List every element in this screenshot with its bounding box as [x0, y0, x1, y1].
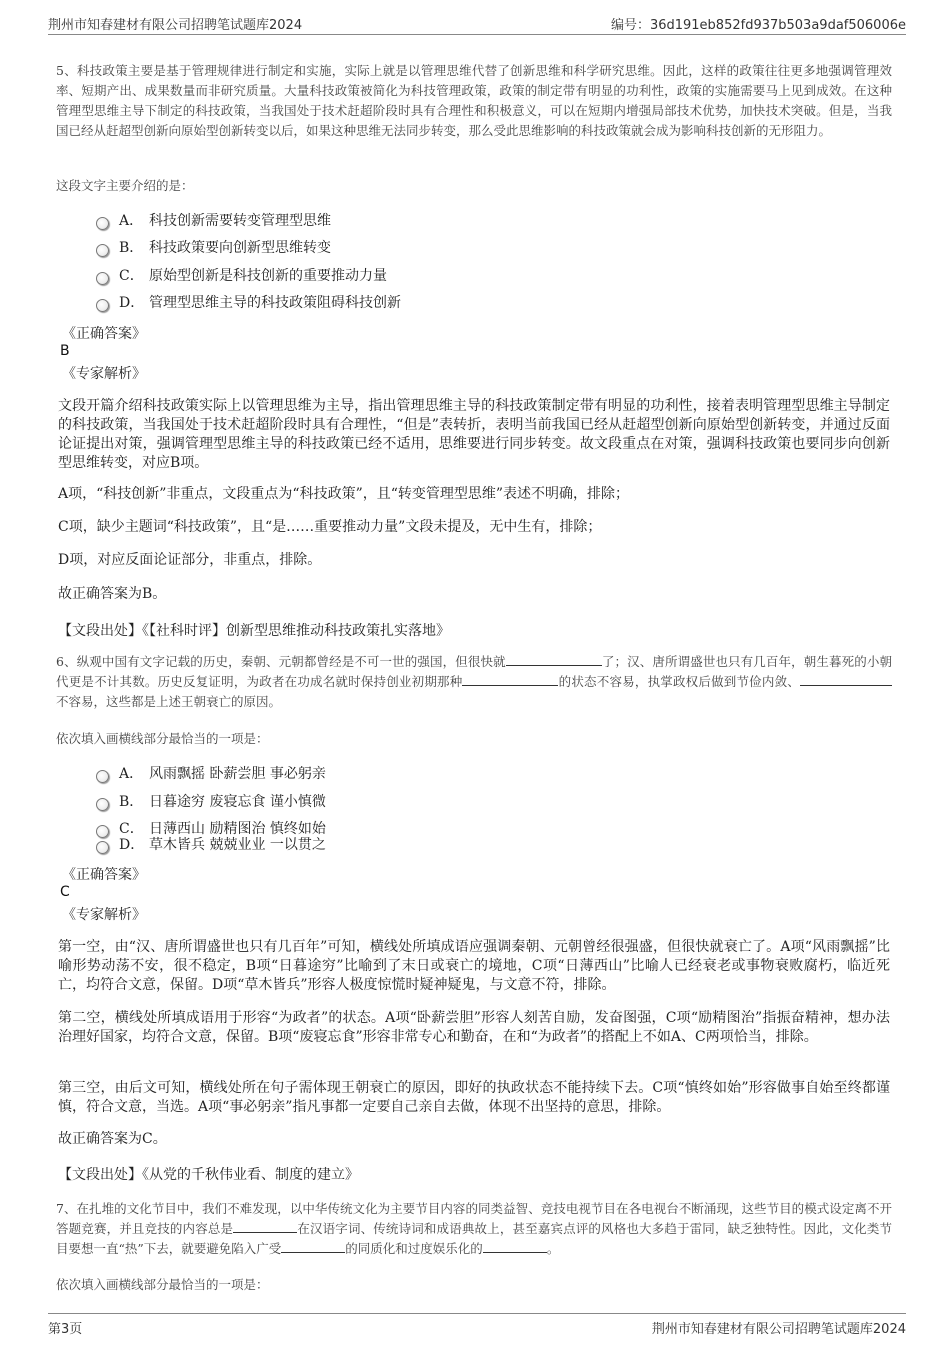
option-text: 风雨飘摇 卧薪尝胆 事必躬亲 — [149, 766, 326, 782]
radio-icon[interactable] — [96, 217, 109, 230]
option-text: 科技创新需要转变管理型思维 — [149, 213, 331, 229]
question-5-answer: B — [60, 343, 70, 359]
question-6-option-b[interactable] — [96, 791, 326, 811]
question-6-source: 【文段出处】《从党的千秋伟业看、制度的建立》 — [58, 1167, 359, 1183]
question-6-answer: C — [60, 884, 70, 900]
stem-text: 的同质化和过度娱乐化的 — [345, 1241, 483, 1256]
page-header — [48, 12, 906, 35]
radio-icon[interactable] — [96, 244, 109, 257]
option-letter: B． — [119, 240, 144, 256]
page-number: 第3页 — [48, 1322, 83, 1337]
question-5-analysis-4: D项，对应反面论证部分，非重点，排除。 — [58, 552, 322, 568]
radio-icon[interactable] — [96, 841, 109, 854]
radio-icon[interactable] — [96, 798, 109, 811]
fill-blank — [233, 1220, 297, 1233]
answer-label: 《正确答案》 — [62, 867, 146, 883]
stem-text: 6、纵观中国有文字记载的历史，秦朝、元朝都曾经是不可一世的强国，但很快就 — [56, 654, 506, 669]
footer-title: 荆州市知春建材有限公司招聘笔试题库2024 — [651, 1322, 906, 1337]
question-5-option-c[interactable] — [96, 265, 387, 285]
question-5-source: 【文段出处】《【社科时评】创新型思维推动科技政策扎实落地》 — [58, 623, 450, 639]
question-5-option-d[interactable] — [96, 292, 401, 312]
option-letter: C． — [119, 821, 144, 837]
radio-icon[interactable] — [96, 272, 109, 285]
question-5-option-a[interactable] — [96, 210, 331, 230]
header-title: 荆州市知春建材有限公司招聘笔试题库2024 — [48, 18, 303, 33]
option-letter: C． — [119, 268, 144, 284]
analysis-label: 《专家解析》 — [62, 366, 146, 382]
option-text: 草木皆兵 兢兢业业 一以贯之 — [149, 837, 326, 853]
question-6-prompt: 依次填入画横线部分最恰当的一项是： — [56, 731, 269, 746]
radio-icon[interactable] — [96, 770, 109, 783]
stem-text: 7、在扎堆的文化节目中，我们不难发现，以中华传统文化为主要节目内容的同类益智、竞技电视节目在各电视台不断涌现，这些节目的模式设定离不开答题竞赛，并且竞技的内容总是 — [56, 1201, 892, 1236]
question-5-option-b[interactable] — [96, 237, 331, 257]
question-6-stem — [56, 652, 892, 712]
question-6-analysis-3: 第三空，由后文可知，横线处所在句子需体现王朝衰亡的原因，即好的执政状态不能持续下去。C项“慎终如始”形容做事自始至终都谨慎，符合文意，当选。A项“事必躬亲”指凡事都一定要自己亲自去做，体现不出坚持的意思，排除。 — [58, 1080, 890, 1115]
option-letter: D． — [119, 295, 145, 311]
fill-blank — [483, 1240, 547, 1253]
stem-text: 了；汉、唐所谓盛世也只有几百年，朝生暮死的小朝代更是不计其数。历史反复证明，为政者在功成名就时保持创业初期那种 — [56, 654, 892, 689]
option-letter: D． — [119, 837, 145, 853]
document-id: 编号：36d191eb852fd937b503a9daf506006e — [610, 18, 906, 33]
question-6-option-a[interactable] — [96, 763, 326, 783]
question-6-analysis-4: 故正确答案为C。 — [58, 1131, 167, 1147]
question-6-analysis-1: 第一空，由“汉、唐所谓盛世也只有几百年”可知，横线处所填成语应强调秦朝、元朝曾经很强盛，但很快就衰亡了。A项“风雨飘摇”比喻形势动荡不安，很不稳定，B项“日暮途穷”比喻到了末日或衰亡的境地，C项“日薄西山”比喻人已经衰老或事物衰败腐朽，临近死亡，均符合文意，保留。D项“草木皆兵”形容人极度惊慌时疑神疑鬼，与文意不符，排除。 — [58, 939, 890, 993]
fill-blank — [462, 673, 558, 686]
fill-blank — [800, 673, 892, 686]
question-7-prompt: 依次填入画横线部分最恰当的一项是： — [56, 1277, 269, 1292]
stem-text: 的状态不容易，执掌政权后做到节俭内敛、 — [558, 674, 800, 689]
option-letter: B． — [119, 794, 144, 810]
option-text: 管理型思维主导的科技政策阻碍科技创新 — [149, 295, 401, 311]
question-5-stem: 5、科技政策主要是基于管理规律进行制定和实施，实际上就是以管理思维代替了创新思维和科学研究思维。因此，这样的政策往往更多地强调管理效率、短期产出、成果数量而非研究质量。大量科技政策被简化为科技管理政策，政策的制定带有明显的功利性，政策的实施需要马上见到成效。在这种管理型思维主导下制定的科技政策，当我国处于技术赶超阶段时具有合理性和积极意义，可以在短期内增强局部技术优势，加快技术突破。但是，当我国已经从赶超型创新向原始型创新转变以后，如果这种思维无法同步转变，那么受此思维影响的科技政策就会成为影响科技创新的无形阻力。 — [56, 63, 892, 138]
question-6-analysis-2: 第二空，横线处所填成语用于形容“为政者”的状态。A项“卧薪尝胆”形容人刻苦自励，发奋图强，C项“励精图治”指振奋精神，想办法治理好国家，均符合文意，保留。B项“废寝忘食”形容非常专心和勤奋，在和“为政者”的搭配上不如A、C两项恰当，排除。 — [58, 1010, 890, 1045]
page-footer — [48, 1313, 906, 1338]
option-letter: A． — [119, 766, 144, 782]
option-text: 日薄西山 励精图治 慎终如始 — [149, 821, 326, 837]
stem-text: 。 — [546, 1241, 560, 1256]
question-5-analysis-1: 文段开篇介绍科技政策实际上以管理思维为主导，指出管理思维主导的科技政策制定带有明显的功利性，接着表明管理型思维主导制定的科技政策，当我国处于技术赶超阶段时具有合理性，“但是”表转折，表明当前我国已经从赶超型创新向原始型创新转变，并通过反面论证提出对策，强调管理型思维主导的科技政策已经不适用，思维要进行同步转变。故文段重点在对策，强调科技政策也要同步向创新型思维转变，对应B项。 — [58, 398, 890, 471]
option-text: 原始型创新是科技创新的重要推动力量 — [149, 268, 387, 284]
fill-blank — [281, 1240, 345, 1253]
option-text: 日暮途穷 废寝忘食 谨小慎微 — [149, 794, 326, 810]
question-5-analysis-5: 故正确答案为B。 — [58, 586, 167, 602]
question-5-prompt: 这段文字主要介绍的是： — [56, 178, 194, 193]
question-5-analysis-2: A项，“科技创新”非重点，文段重点为“科技政策”，且“转变管理型思维”表述不明确，排除； — [58, 486, 630, 502]
question-6-option-d[interactable] — [96, 834, 326, 854]
answer-label: 《正确答案》 — [62, 326, 146, 342]
fill-blank — [506, 653, 602, 666]
option-text: 科技政策要向创新型思维转变 — [149, 240, 331, 256]
stem-text: 在汉语字词、传统诗词和成语典故上，甚至嘉宾点评的风格也大多趋于雷同，缺乏独特性。因此，文化类节目要想一直“热”下去，就要避免陷入广受 — [56, 1221, 892, 1256]
question-7-stem — [56, 1199, 892, 1259]
option-letter: A． — [119, 213, 144, 229]
analysis-label: 《专家解析》 — [62, 907, 146, 923]
question-5-analysis-3: C项，缺少主题词“科技政策”，且“是……重要推动力量”文段未提及，无中生有，排除； — [58, 519, 602, 535]
radio-icon[interactable] — [96, 299, 109, 312]
stem-text: 不容易，这些都是上述王朝衰亡的原因。 — [56, 694, 282, 709]
